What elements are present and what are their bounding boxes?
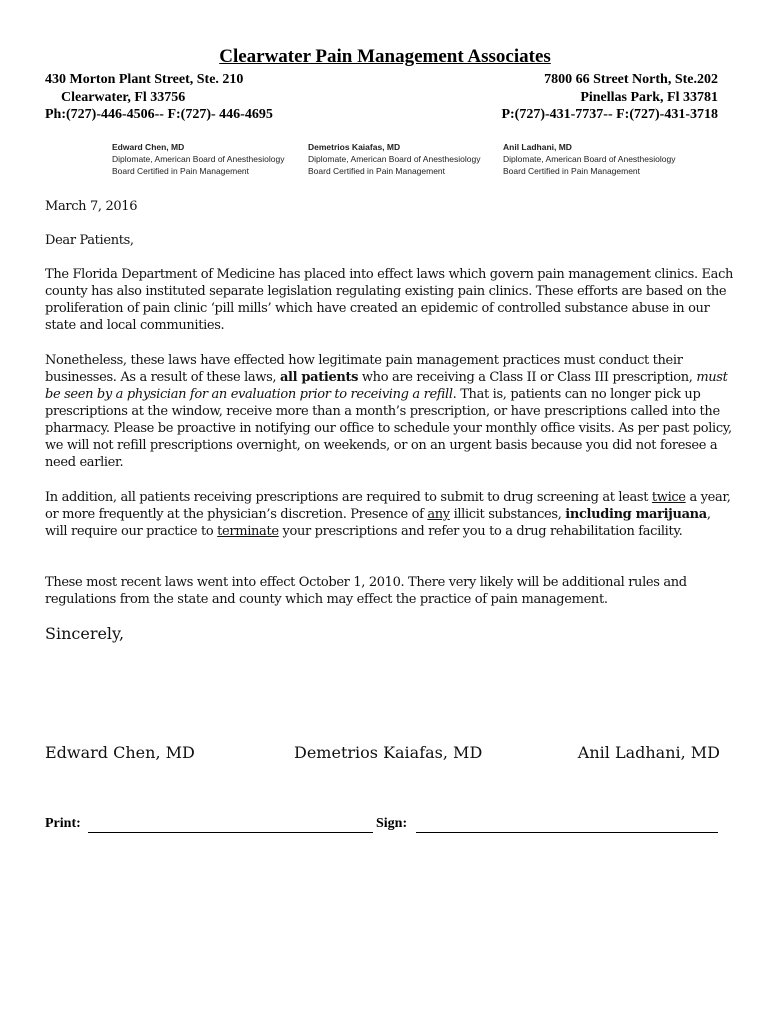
sign-label: Sign: <box>376 816 408 831</box>
right-address-street: 7800 66 Street North, Ste.202 <box>544 72 718 87</box>
text-run: who are receiving a Class II or Class III prescription, <box>358 370 697 385</box>
text-run: . That is, patients can no longer pick up prescriptions at the window, receive more than a month’s prescription, or have prescriptions called into the pharmacy. Please be proactive in notifying our office to schedule your monthly office visits. As per past policy, we will not refill prescriptions overnight, on weekends, or on an urgent basis because you did not foresee a need earlier. <box>45 387 732 470</box>
doctor-name: Edward Chen, MD <box>112 142 185 152</box>
doctor-credential: Board Certified in Pain Management <box>112 166 250 176</box>
practice-title: Clearwater Pain Management Associates <box>219 46 551 67</box>
text-run: Nonetheless, these laws have effected how legitimate pain management practices must conduct their businesses. As a result of these laws, <box>45 353 683 385</box>
print-name-line[interactable] <box>88 832 373 833</box>
emphasis-all-patients: all patients <box>279 370 359 385</box>
doctor-credential: Board Certified in Pain Management <box>503 166 641 176</box>
emphasis-twice: twice <box>651 490 686 505</box>
paragraph-1: The Florida Department of Medicine has placed into effect laws which govern pain management clinics. Each county has also instituted separate legislation regulating existing pain clinics. These efforts are based on the proliferation of pain clinic ‘pill mills’ which have created an epidemic of controlled substance abuse in our state and local communities. <box>45 267 734 333</box>
doctor-credential: Diplomate, American Board of Anesthesiology <box>503 154 676 164</box>
letter-salutation: Dear Patients, <box>45 233 134 248</box>
letter-closing: Sincerely, <box>45 624 125 643</box>
right-address-phone: P:(727)-431-7737-- F:(727)-431-3718 <box>501 107 718 122</box>
print-label: Print: <box>45 816 81 831</box>
left-address-phone: Ph:(727)-446-4506-- F:(727)- 446-4695 <box>45 107 273 122</box>
emphasis-including-marijuana: including marijuana <box>565 507 707 522</box>
left-address-city: Clearwater, Fl 33756 <box>61 89 186 105</box>
doctor-credential: Diplomate, American Board of Anesthesiology <box>308 154 481 164</box>
right-address-city: Pinellas Park, Fl 33781 <box>580 89 718 105</box>
doctor-name: Demetrios Kaiafas, MD <box>308 142 401 152</box>
signature-line[interactable] <box>416 832 718 833</box>
paragraph-3 <box>45 489 735 540</box>
signature-name: Edward Chen, MD <box>45 743 195 762</box>
left-office-address <box>45 71 273 124</box>
letter-date: March 7, 2016 <box>45 199 138 214</box>
doctor-credentials <box>112 141 312 177</box>
text-run: In addition, all patients receiving prescriptions are required to submit to drug screening at least <box>45 490 652 505</box>
doctor-name: Anil Ladhani, MD <box>503 142 572 152</box>
doctor-credential: Board Certified in Pain Management <box>308 166 446 176</box>
left-address-street: 430 Morton Plant Street, Ste. 210 <box>45 72 244 87</box>
text-run: a year, or more frequently at the physician’s discretion. Presence of <box>45 490 731 522</box>
emphasis-refill-requirement: must be seen by a physician for an evaluation prior to receiving a refill <box>45 370 728 402</box>
text-run: illicit substances, <box>449 507 566 522</box>
text-run: , will require our practice to <box>45 507 711 539</box>
doctor-credential: Diplomate, American Board of Anesthesiology <box>112 154 285 164</box>
emphasis-terminate: terminate <box>217 524 279 539</box>
doctor-credentials <box>503 141 703 177</box>
doctor-credentials <box>308 141 508 177</box>
emphasis-any: any <box>427 507 450 522</box>
right-office-address <box>501 71 718 124</box>
paragraph-4: These most recent laws went into effect October 1, 2010. There very likely will be additional rules and regulations from the state and county which may effect the practice of pain management. <box>45 575 687 607</box>
signature-name: Demetrios Kaiafas, MD <box>294 743 483 762</box>
text-run: your prescriptions and refer you to a drug rehabilitation facility. <box>278 524 683 539</box>
signature-name: Anil Ladhani, MD <box>577 743 720 762</box>
paragraph-2 <box>45 352 735 471</box>
